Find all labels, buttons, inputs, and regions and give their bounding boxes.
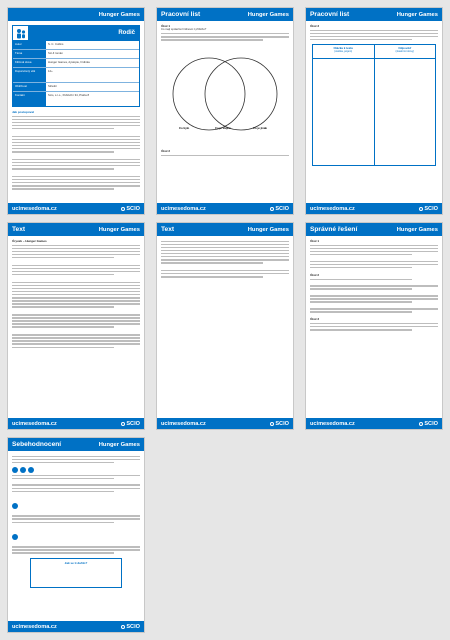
icon-group xyxy=(8,494,144,514)
page-worksheet-2 xyxy=(305,7,443,215)
body-text-lines xyxy=(8,245,144,348)
task-label: Úkol 2 xyxy=(161,149,171,154)
solution-text-lines xyxy=(306,245,442,269)
field-value: 12+ xyxy=(48,69,53,73)
field-row xyxy=(13,92,139,106)
info-card xyxy=(12,25,140,107)
page-header-left: Text xyxy=(161,226,175,233)
task-text-lines xyxy=(157,155,293,156)
footer-site: ucimesedoma.cz xyxy=(12,420,57,427)
col-title: Otázka k textu xyxy=(333,46,354,51)
col-title: Odpověď xyxy=(398,46,412,51)
icon-group xyxy=(8,525,144,545)
task-text-lines xyxy=(306,30,442,41)
page-title: Hunger Games xyxy=(247,226,289,233)
info-card-header xyxy=(13,26,139,41)
solution-text-lines xyxy=(306,323,442,331)
page-footer xyxy=(306,203,442,214)
logo-icon xyxy=(121,625,125,629)
footer-logo: SCIO xyxy=(419,421,438,427)
section-title: Jak postupovat xyxy=(12,110,35,114)
field-row xyxy=(13,50,139,59)
field-row xyxy=(13,41,139,50)
page-header xyxy=(8,223,144,236)
solution-label: Úkol 3 xyxy=(310,317,320,322)
page-title: Hunger Games xyxy=(396,11,438,18)
body-text-lines xyxy=(157,241,293,278)
intro-text-lines xyxy=(8,456,144,464)
page-header-left: Text xyxy=(12,226,26,233)
solution-text-lines xyxy=(306,279,442,313)
col-subtitle: (otázka, pojem) xyxy=(334,50,353,54)
footer-logo: SCIO xyxy=(121,624,140,630)
logo-icon xyxy=(270,207,274,211)
venn-label-middle: Co je stejné xyxy=(215,126,231,131)
page-footer xyxy=(157,203,293,214)
field-label: Doporučený věk xyxy=(13,68,46,82)
footer-logo: SCIO xyxy=(121,206,140,212)
answer-col-question[interactable] xyxy=(313,45,375,165)
logo-icon xyxy=(121,207,125,211)
field-value: Sci-fi román xyxy=(48,51,63,55)
smiley-icon[interactable] xyxy=(28,467,34,473)
page-header-left: Správné řešení xyxy=(310,226,358,233)
page-header xyxy=(306,8,442,21)
page-text-1 xyxy=(7,222,145,430)
field-value: Scio, s.r.o., Pobřežní 34, Praha 8 xyxy=(48,93,90,97)
solution-label: Úkol 2 xyxy=(310,272,320,277)
footer-logo: SCIO xyxy=(419,206,438,212)
answer-table[interactable] xyxy=(312,44,436,166)
page-worksheet-1 xyxy=(156,7,294,215)
page-title: Hunger Games xyxy=(396,226,438,233)
field-value: S. C. Collins xyxy=(48,42,64,46)
body-text-lines xyxy=(8,116,144,190)
smiley-icon[interactable] xyxy=(12,467,18,473)
smiley-icon[interactable] xyxy=(20,467,26,473)
footer-site: ucimesedoma.cz xyxy=(310,420,355,427)
field-row xyxy=(13,59,139,68)
page-parent-info xyxy=(7,7,145,215)
col-subtitle: (vlastními slovy) xyxy=(395,50,415,54)
logo-icon xyxy=(419,422,423,426)
page-title: Hunger Games xyxy=(98,11,140,18)
task-text-lines xyxy=(157,33,293,41)
footer-site: ucimesedoma.cz xyxy=(12,205,57,212)
footer-site: ucimesedoma.cz xyxy=(12,623,57,630)
field-value: Střední xyxy=(48,84,58,88)
family-icon xyxy=(13,27,28,40)
venn-left-circle xyxy=(173,58,245,130)
page-header xyxy=(8,438,144,451)
footer-site: ucimesedoma.cz xyxy=(310,205,355,212)
venn-diagram[interactable] xyxy=(157,42,293,146)
page-header-left: Pracovní list xyxy=(310,11,350,18)
info-icon xyxy=(12,534,18,540)
field-row xyxy=(13,83,139,92)
page-footer xyxy=(8,203,144,214)
logo-icon xyxy=(419,207,423,211)
page-footer xyxy=(157,418,293,429)
page-self-assessment xyxy=(7,437,145,633)
answer-col-answer[interactable] xyxy=(375,45,436,165)
fields-table xyxy=(13,41,139,106)
field-label: Kontakt xyxy=(13,92,46,106)
solution-label: Úkol 1 xyxy=(310,239,320,243)
task-label: Úkol 1 xyxy=(161,24,171,28)
page-title: Hunger Games xyxy=(98,441,140,448)
card-title: Rodič xyxy=(118,30,135,36)
venn-label-left: Co bylo xyxy=(179,126,190,131)
assessment-text-lines xyxy=(8,515,144,523)
page-header-left: Sebehodnocení xyxy=(12,441,62,448)
page-text-2 xyxy=(156,222,294,430)
field-label: Klíčová slova xyxy=(13,59,46,67)
footer-logo: SCIO xyxy=(270,206,289,212)
assessment-text-lines xyxy=(8,475,144,492)
task-label: Úkol 3 xyxy=(310,24,320,28)
page-footer xyxy=(8,621,144,632)
page-title: Hunger Games xyxy=(247,11,289,18)
venn-right-circle xyxy=(205,58,277,130)
footer-site: ucimesedoma.cz xyxy=(161,205,206,212)
venn-label-right: Co je jinak xyxy=(253,126,267,131)
field-value: Hunger Games, dystopie, hrdinka xyxy=(48,60,90,64)
page-header xyxy=(157,223,293,236)
footer-site: ucimesedoma.cz xyxy=(161,420,206,427)
page-header xyxy=(157,8,293,21)
page-title: Hunger Games xyxy=(98,226,140,233)
info-icon xyxy=(12,503,18,509)
logo-icon xyxy=(270,422,274,426)
page-header xyxy=(8,8,144,21)
page-solutions xyxy=(305,222,443,430)
box-label: Jak se ti dařilo? xyxy=(64,560,88,565)
self-assessment-box[interactable] xyxy=(30,558,122,588)
task-text: Co mají společné hrdinové z příběhu? xyxy=(161,28,207,31)
assessment-text-lines xyxy=(8,546,144,554)
field-label: Obtížnost xyxy=(13,83,46,91)
logo-icon xyxy=(121,422,125,426)
page-header xyxy=(306,223,442,236)
page-footer xyxy=(8,418,144,429)
field-label: Autor xyxy=(13,41,46,49)
smiley-row[interactable] xyxy=(8,465,144,473)
field-row xyxy=(13,68,139,83)
page-footer xyxy=(306,418,442,429)
footer-logo: SCIO xyxy=(270,421,289,427)
text-subtitle: Úryvek – Hunger Games xyxy=(12,239,47,243)
footer-logo: SCIO xyxy=(121,421,140,427)
page-header-left: Pracovní list xyxy=(161,11,201,18)
field-label: Téma xyxy=(13,50,46,58)
